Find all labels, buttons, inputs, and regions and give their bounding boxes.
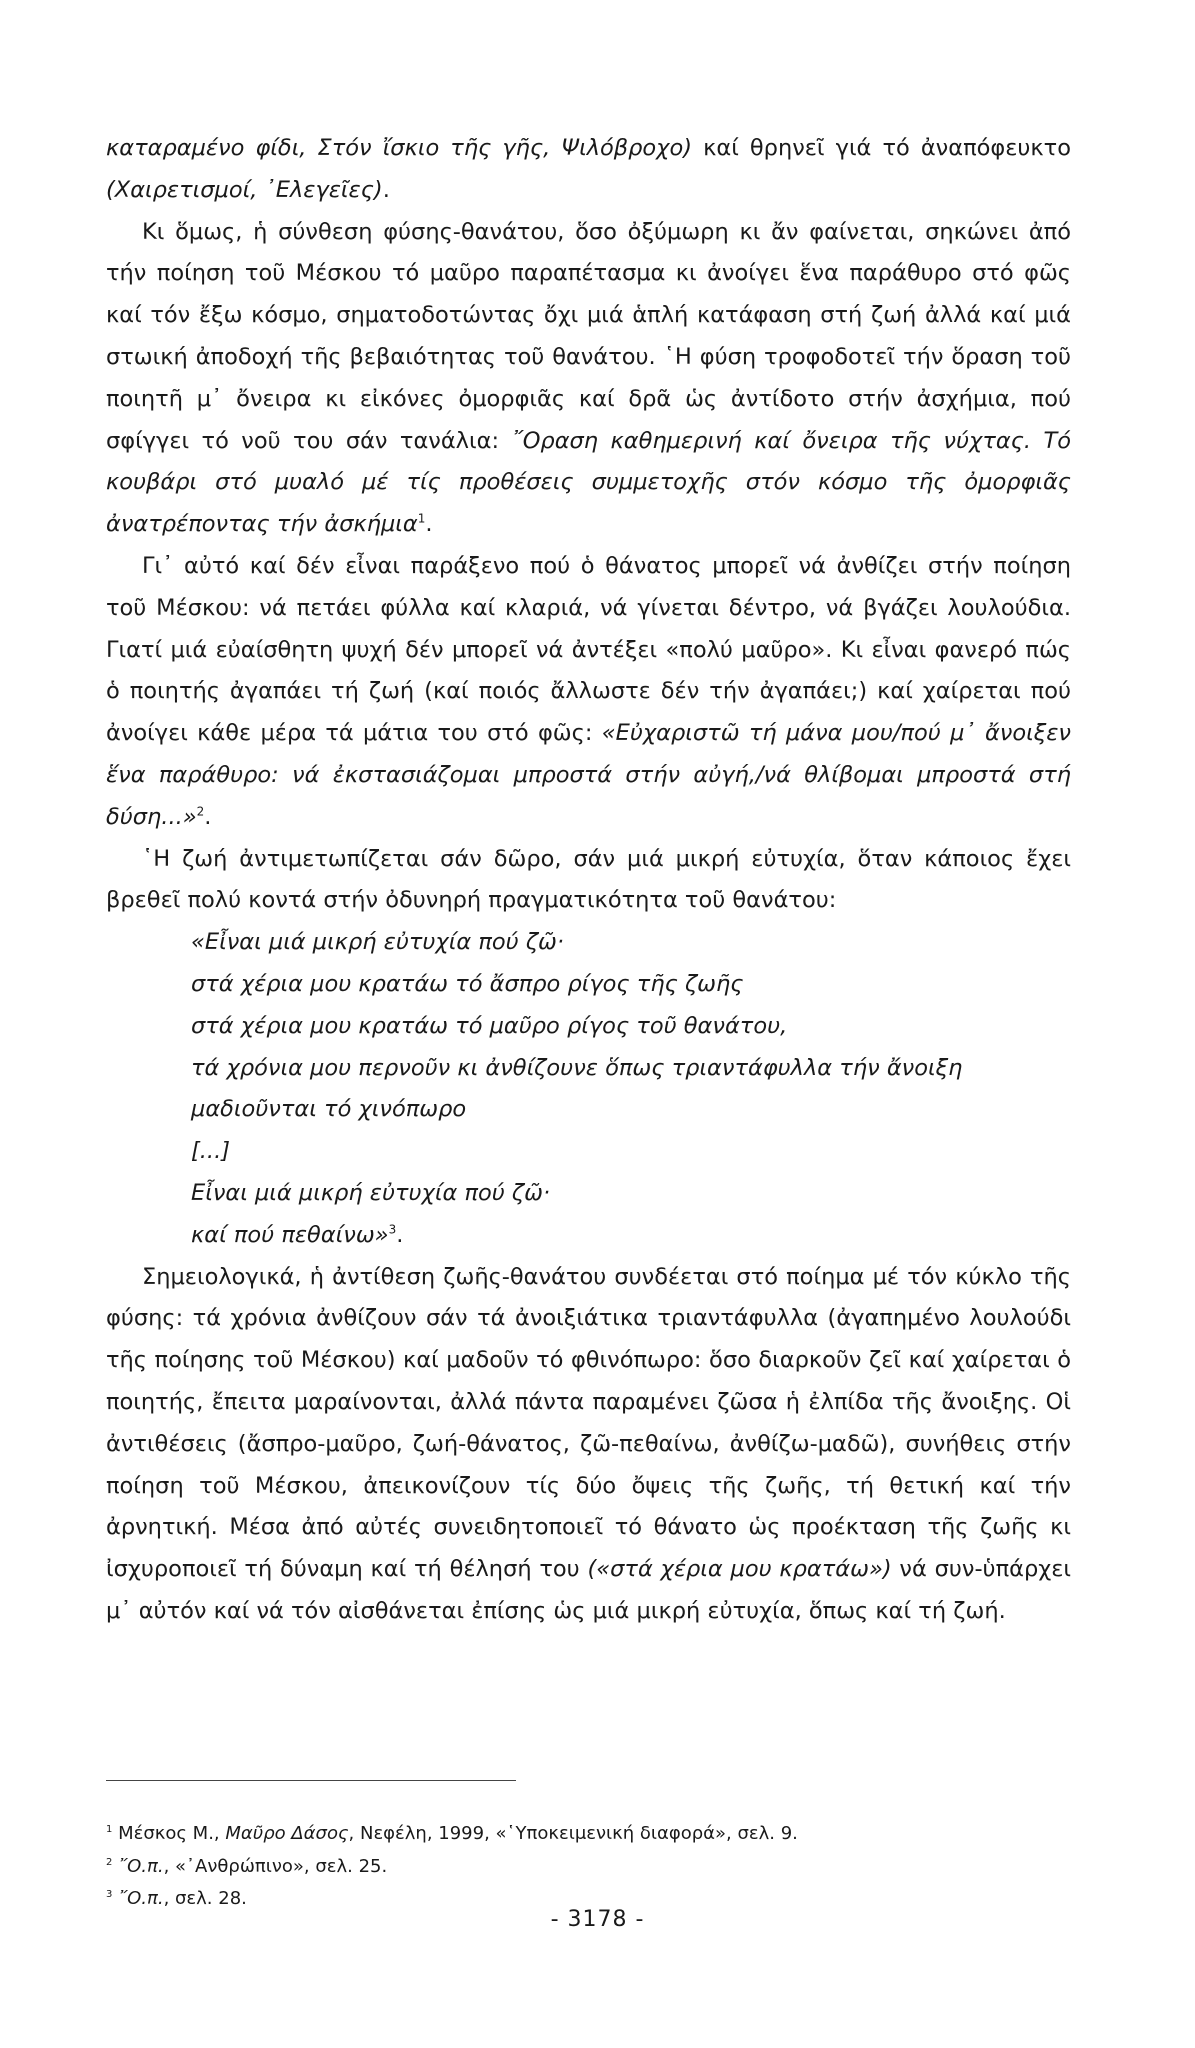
text-span: νά συν-ὑπάρχει μ᾽ αὐτόν καί νά τόν αἰσθάνεται ἐπίσης ὡς μιά μικρή εὐτυχία, ὅπως καί τή ζωή. (106, 1556, 1072, 1624)
text-span: . (425, 511, 433, 538)
poem-line: «Εἶναι μιά μικρή εὐτυχία πού ζῶ· (191, 929, 565, 956)
poem-line: Εἶναι μιά μικρή εὐτυχία πού ζῶ· (191, 1179, 551, 1206)
poem-line: καί πού πεθαίνω»$^3$. (191, 1221, 404, 1248)
italic-quote: ῎Οραση καθημερινή καί ὄνειρα τῆς νύχτας. Τό κουβάρι στό μυαλό μέ τίς προθέσεις συμμετοχῆς στόν κόσμο τῆς ὀμορφιᾶς ἀνατρέποντας τήν ἀσκήμια (106, 427, 1072, 538)
footnote: $^2$ ῎Ο.π., «᾽Ανθρώπινο», σελ. 25. (106, 1855, 388, 1877)
italic-quote: «Εὐχαριστῶ τή μάνα μου/πού μ᾽ ἄνοιξεν ἕνα παράθυρο: νά ἐκστασιάζομαι μπροστά στήν αὐγή,/νά θλίβομαι μπροστά στή δύση...» (106, 720, 1072, 830)
poem-line: στά χέρια μου κρατάω τό μαῦρο ρίγος τοῦ θανάτου, (191, 1012, 788, 1039)
footnotes (106, 1818, 1071, 1916)
italic-titles: καταραμένο φίδι, Στόν ἴσκιο τῆς γῆς, Ψιλόβροχο) (106, 135, 693, 161)
text-span: Σημειολογικά, ἡ ἀντίθεση ζωῆς-θανάτου συνδέεται στό ποίημα μέ τόν κύκλο τῆς φύσης: τά χρόνια ἀνθίζουν σάν τά ἀνοιξιάτικα τριαντάφυλλα (ἀγαπημένο λουλούδι τῆς ποίησης τοῦ Μέσκου) καί μαδοῦν τό φθινόπωρο: ὅσο διαρκοῦν ζεῖ καί χαίρεται ὁ ποιητής, ἔπειτα μαραίνονται, ἀλλά πάντα παραμένει ζῶσα ἡ ἐλπίδα τῆς ἄνοιξης. Οἱ ἀντιθέσεις (ἄσπρο-μαῦρο, ζωή-θάνατος, ζῶ-πεθαίνω, ἀνθίζω-μαδῶ), συνήθεις στήν ποίηση τοῦ Μέσκου, ἀπεικονίζουν τίς δύο ὄψεις τῆς ζωῆς, τή θετική καί τήν ἀρνητική. Μέσα ἀπό αὐτές συνειδητοποιεῖ τό θάνατο ὡς προέκταση τῆς ζωῆς κι ἰσχυροποιεῖ τή δύναμη καί τή θέλησή του (106, 1263, 1071, 1583)
poem-line: μαδιοῦνται τό χινόπωρο (191, 1096, 467, 1123)
paragraph-2 (106, 212, 1071, 546)
paragraph-4: ῾Η ζωή ἀντιμετωπίζεται σάν δῶρο, σάν μιά μικρή εὐτυχία, ὅταν κάποιος ἔχει βρεθεῖ πολύ κοντά στήν ὀδυνηρή πραγματικότητα τοῦ θανάτου: (106, 845, 1071, 914)
paragraph-5 (106, 1257, 1071, 1633)
text-span: Γι᾽ αὐτό καί δέν εἶναι παράξενο πού ὁ θάνατος μπορεῖ νά ἀνθίζει στήν ποίηση τοῦ Μέσκου: νά πετάει φύλλα καί κλαριά, νά γίνεται δέντρο, νά βγάζει λουλούδια. Γιατί μιά εὐαίσθητη ψυχή δέν μπορεῖ νά ἀντέξει «πολύ μαῦρο». Κι εἶναι φανερό πώς ὁ ποιητής ἀγαπάει τή ζωή (καί ποιός ἄλλωστε δέν τήν ἀγαπάει;) καί χαίρεται πού ἀνοίγει κάθε μέρα τά μάτια του στό φῶς: (106, 552, 1071, 747)
footnote-divider (106, 1780, 516, 1781)
paragraph-1 (106, 128, 1071, 212)
italic-titles: (Χαιρετισμοί, ᾽Ελεγεῖες) (106, 176, 383, 203)
italic-quote: («στά χέρια μου κρατάω») (587, 1556, 892, 1583)
page-number: - 3178 - (550, 1907, 645, 1932)
footnote-ref: 3 (388, 1222, 397, 1237)
text-span: Κι ὅμως, ἡ σύνθεση φύσης-θανάτου, ὅσο ὀξύμωρη κι ἄν φαίνεται, σηκώνει ἀπό τήν ποίηση τοῦ Μέσκου τό μαῦρο παραπέτασμα κι ἀνοίγει ἕνα παράθυρο στό φῶς καί τόν ἔξω κόσμο, σηματοδοτώντας ὄχι μιά ἁπλή κατάφαση στή ζωή ἀλλά καί μιά στωική ἀποδοχή τῆς βεβαιότητας τοῦ θανάτου. ῾Η φύση τροφοδοτεῖ τήν ὅραση τοῦ ποιητῆ μ᾽ ὄνειρα κι εἰκόνες ὀμορφιᾶς καί δρᾶ ὡς ἀντίδοτο στήν ἀσχήμια, πού σφίγγει τό νοῦ του σάν τανάλια: (106, 218, 1071, 454)
footnote-ref: 2 (196, 804, 205, 819)
poem-line: [...] (191, 1138, 231, 1165)
paragraph-3 (106, 546, 1071, 839)
footnote: $^1$ Μέσκος Μ., Μαῦρο Δάσος, Νεφέλη, 1999, «῾Υποκειμενική διαφορά», σελ. 9. (106, 1823, 798, 1844)
poem-line: στά χέρια μου κρατάω τό ἄσπρο ρίγος τῆς ζωῆς (191, 970, 744, 997)
text-span: . (382, 176, 390, 203)
footnote: $^3$ ῎Ο.π., σελ. 28. (106, 1888, 247, 1909)
text-span: καί θρηνεῖ γιά τό ἀναπόφευκτο (692, 135, 1071, 161)
footnote-ref: 1 (417, 511, 426, 526)
body-text (106, 128, 1071, 1633)
text-span: . (204, 803, 212, 830)
poem-line: τά χρόνια μου περνοῦν κι ἀνθίζουνε ὅπως τριαντάφυλλα τήν ἄνοιξη (191, 1054, 963, 1081)
